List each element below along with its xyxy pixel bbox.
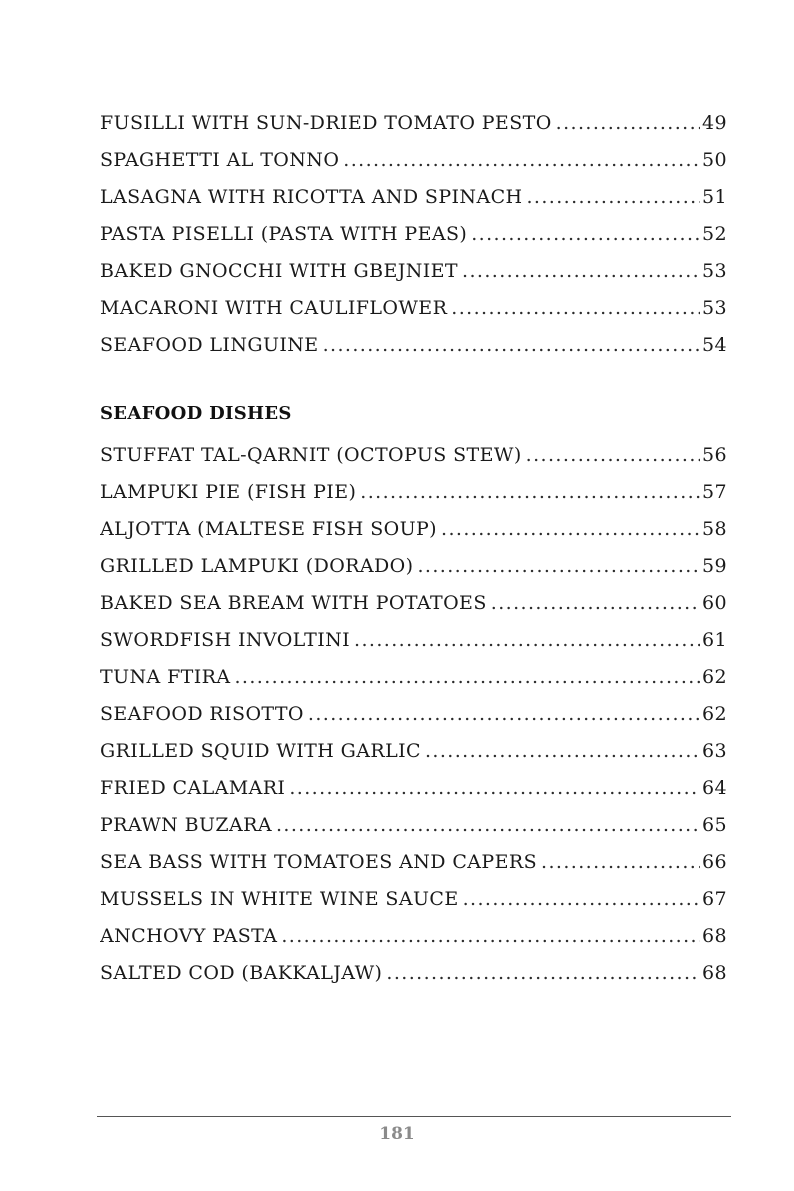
- toc-entry-page: 53: [702, 259, 727, 282]
- toc-dot-leader: [491, 592, 700, 614]
- toc-entry[interactable]: [100, 806, 727, 843]
- toc-entry-page: 65: [702, 813, 727, 836]
- toc-entry-title: GRILLED LAMPUKI (DORADO): [100, 554, 414, 577]
- toc-entry-page: 49: [702, 111, 727, 134]
- toc-entry[interactable]: [100, 584, 727, 621]
- toc-entry-title: FUSILLI WITH SUN-DRIED TOMATO PESTO: [100, 111, 552, 134]
- toc-dot-leader: [386, 962, 700, 984]
- toc-entry-title: SALTED COD (BAKKALJAW): [100, 961, 383, 984]
- toc-dot-leader: [451, 297, 700, 319]
- toc-dot-leader: [463, 888, 700, 910]
- toc-entry-title: TUNA FTIRA: [100, 665, 231, 688]
- toc-entry-page: 61: [702, 628, 727, 651]
- toc-entry-page: 60: [702, 591, 727, 614]
- toc-entry[interactable]: [100, 880, 727, 917]
- toc-entry-title: FRIED CALAMARI: [100, 776, 286, 799]
- toc-entry-page: 50: [702, 148, 727, 171]
- toc-dot-leader: [556, 112, 700, 134]
- toc-entry-title: SPAGHETTI AL TONNO: [100, 148, 340, 171]
- toc-entry-title: LAMPUKI PIE (FISH PIE): [100, 480, 357, 503]
- toc-dot-leader: [425, 740, 700, 762]
- toc-entry-title: STUFFAT TAL-QARNIT (OCTOPUS STEW): [100, 443, 522, 466]
- toc-entry-title: LASAGNA WITH RICOTTA AND SPINACH: [100, 185, 523, 208]
- toc-entry-page: 62: [702, 702, 727, 725]
- toc-dot-leader: [343, 149, 700, 171]
- toc-entry[interactable]: [100, 917, 727, 954]
- toc-entry-title: ANCHOVY PASTA: [100, 924, 278, 947]
- toc-entry[interactable]: [100, 141, 727, 178]
- toc-entry[interactable]: [100, 732, 727, 769]
- toc-seafood-list: [100, 436, 727, 991]
- toc-entry-title: BAKED SEA BREAM WITH POTATOES: [100, 591, 487, 614]
- toc-entry[interactable]: [100, 289, 727, 326]
- toc-entry-title: SEAFOOD LINGUINE: [100, 333, 319, 356]
- toc-entry[interactable]: [100, 178, 727, 215]
- toc-dot-leader: [417, 555, 700, 577]
- toc-entry-page: 64: [702, 776, 727, 799]
- toc-entry[interactable]: [100, 215, 727, 252]
- toc-dot-leader: [471, 223, 700, 245]
- toc-entry[interactable]: [100, 658, 727, 695]
- toc-entry[interactable]: [100, 510, 727, 547]
- toc-dot-leader: [276, 814, 700, 836]
- toc-entry[interactable]: [100, 473, 727, 510]
- toc-dot-leader: [234, 666, 700, 688]
- toc-entry-title: MUSSELS IN WHITE WINE SAUCE: [100, 887, 459, 910]
- toc-entry[interactable]: [100, 954, 727, 991]
- toc-entry[interactable]: [100, 104, 727, 141]
- toc-entry[interactable]: [100, 326, 727, 363]
- toc-entry-page: 62: [702, 665, 727, 688]
- section-heading: SEAFOOD DISHES: [100, 403, 292, 424]
- toc-dot-leader: [462, 260, 700, 282]
- toc-entry-title: PASTA PISELLI (PASTA WITH PEAS): [100, 222, 468, 245]
- toc-entry-page: 68: [702, 924, 727, 947]
- toc-dot-leader: [541, 851, 700, 873]
- toc-entry-page: 52: [702, 222, 727, 245]
- toc-entry-page: 54: [702, 333, 727, 356]
- toc-entry-page: 68: [702, 961, 727, 984]
- toc-dot-leader: [526, 186, 700, 208]
- page-number: 181: [379, 1124, 415, 1144]
- toc-entry-page: 53: [702, 296, 727, 319]
- toc-entry[interactable]: [100, 621, 727, 658]
- toc-entry-page: 63: [702, 739, 727, 762]
- toc-dot-leader: [308, 703, 700, 725]
- toc-dot-leader: [526, 444, 700, 466]
- toc-entry[interactable]: [100, 769, 727, 806]
- toc-entry-title: BAKED GNOCCHI WITH GBEJNIET: [100, 259, 459, 282]
- toc-dot-leader: [281, 925, 700, 947]
- toc-dot-leader: [354, 629, 700, 651]
- toc-entry-page: 66: [702, 850, 727, 873]
- toc-entry-title: PRAWN BUZARA: [100, 813, 272, 836]
- toc-entry[interactable]: [100, 695, 727, 732]
- toc-dot-leader: [289, 777, 700, 799]
- toc-entry-title: ALJOTTA (MALTESE FISH SOUP): [100, 517, 437, 540]
- toc-entry-title: GRILLED SQUID WITH GARLIC: [100, 739, 421, 762]
- toc-entry-page: 57: [702, 480, 727, 503]
- toc-entry-page: 58: [702, 517, 727, 540]
- toc-entry[interactable]: [100, 436, 727, 473]
- footer-divider: [97, 1116, 731, 1117]
- toc-entry-page: 67: [702, 887, 727, 910]
- toc-entry-page: 51: [702, 185, 727, 208]
- toc-entry-title: SEAFOOD RISOTTO: [100, 702, 304, 725]
- toc-entry[interactable]: [100, 252, 727, 289]
- toc-dot-leader: [360, 481, 700, 503]
- toc-pasta-list: [100, 104, 727, 363]
- toc-entry-title: MACARONI WITH CAULIFLOWER: [100, 296, 448, 319]
- toc-entry-title: SEA BASS WITH TOMATOES AND CAPERS: [100, 850, 537, 873]
- toc-entry-title: SWORDFISH INVOLTINI: [100, 628, 351, 651]
- toc-entry[interactable]: [100, 547, 727, 584]
- toc-dot-leader: [441, 518, 700, 540]
- toc-dot-leader: [323, 334, 700, 356]
- toc-entry[interactable]: [100, 843, 727, 880]
- toc-entry-page: 56: [702, 443, 727, 466]
- toc-entry-page: 59: [702, 554, 727, 577]
